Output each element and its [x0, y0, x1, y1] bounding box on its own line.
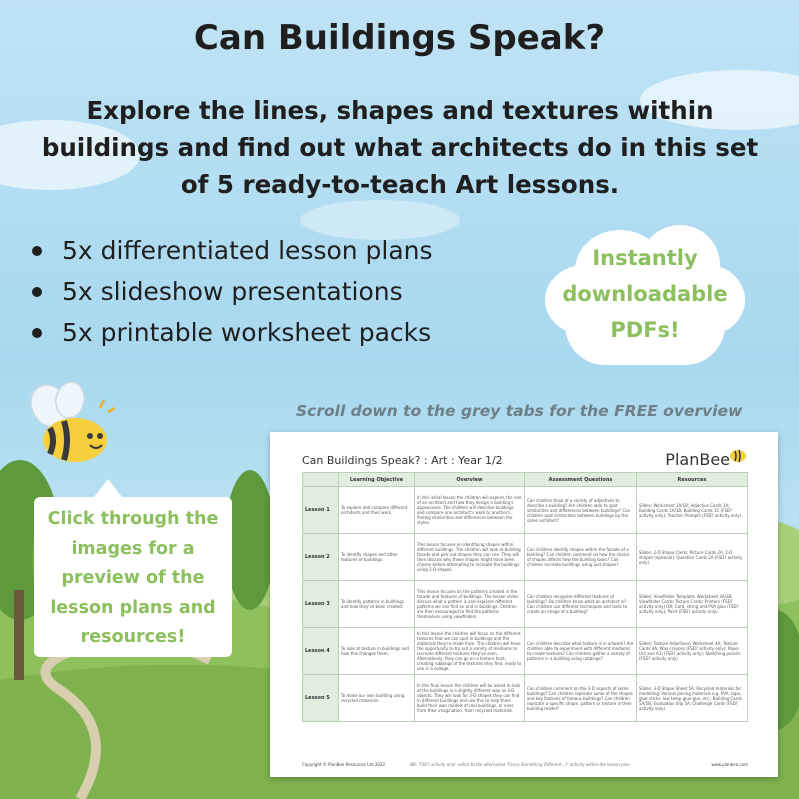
resources-cell: Slides; Worksheet 1A/1B; Adjective Cards 1A; Building Cards 1A/1B; Building Cards 1C (FSD? activity only); Teacher Prompts (FSD? activity only): [637, 487, 748, 534]
callout-line: resources!: [80, 627, 186, 647]
callout-line: images for a: [71, 538, 195, 559]
objective-cell: To look at texture in buildings and how this changes them.: [339, 628, 415, 675]
bullet-icon: [32, 246, 42, 256]
lesson-cell: Lesson 3: [303, 581, 339, 628]
overview-cell: In this final lesson the children will be asked to look at the buildings in a slightly different way as 3-D objects. They will look for 3-D shapes they can find in different buildings and use this to help them build their own models of real buildings, or ones from their imagination, from recycled materials.: [415, 675, 525, 722]
table-row: [303, 581, 748, 628]
lesson-plan-table: [302, 472, 748, 722]
objective-cell: To make our own building using recycled materials.: [339, 675, 415, 722]
lesson-cell: Lesson 5: [303, 675, 339, 722]
table-row: [303, 675, 748, 722]
assessment-cell: Can children describe what texture is in artwork? Are children able to experiment with different mediums to create textures? Can children gather a variety of patterns in a building using rubbings?: [525, 628, 637, 675]
lesson-cell: Lesson 2: [303, 534, 339, 581]
feature-item: [28, 312, 433, 353]
column-header: Learning Objective: [339, 473, 415, 487]
sheet-copyright: Copyright © PlanBee Resources Ltd 2022: [302, 762, 386, 767]
bee-mascot-icon: [20, 378, 120, 468]
resources-cell: Slides; 3-D Shape Sheet 5A; Recycled materials for modelling; Various joining materials e.g. PVA, tape, glue sticks, low temp glue gun, etc.; Building Cards 5A/5B; Evaluation Slip 5A; Challenge Cards (FSD? activity only): [637, 675, 748, 722]
table-header-row: [303, 473, 748, 487]
subtitle-line: buildings and find out what architects do in this set: [41, 133, 759, 162]
callout-line: preview of the: [61, 568, 205, 588]
table-row: [303, 534, 748, 581]
lesson-cell: Lesson 1: [303, 487, 339, 534]
sheet-note: NB: 'FSD? activity only' refers to the alternative 'Fancy Something Different...?' activity within the lesson plan: [410, 762, 630, 767]
pdf-badge-line: downloadable: [562, 282, 728, 306]
pdf-badge-line: Instantly: [592, 246, 698, 270]
column-header: Resources: [637, 473, 748, 487]
table-row: [303, 487, 748, 534]
callout-line: Click through the: [47, 509, 219, 529]
callout-line: lesson plans and: [50, 597, 216, 618]
objective-cell: To explore and compare different architects and their work.: [339, 487, 415, 534]
sheet-title: Can Buildings Speak? : Art : Year 1/2: [302, 454, 503, 467]
overview-cell: This lesson focuses on identifying shapes within different buildings. The children will look at building facade and pick out shapes they can see. They will then discuss why these shapes might have been chosen before attempting to recreate the buildings using 2-D shapes.: [415, 534, 525, 581]
feature-item: [28, 230, 433, 271]
column-header: Overview: [415, 473, 525, 487]
bullet-icon: [32, 287, 42, 297]
scroll-note: Scroll down to the grey tabs for the FREE overview: [296, 402, 743, 420]
preview-callout: [34, 497, 232, 657]
feature-item: [28, 271, 433, 312]
resources-cell: Slides; Viewfinder Template; Worksheet 3A/3B; Viewfinder Cards; Picture Cards; Printers (FSD? activity only) OR; Card, string and PVA glue (FSD? activity only); Paint (FSD? activity only): [637, 581, 748, 628]
overview-sheet-preview[interactable]: [270, 432, 778, 777]
resources-cell: Slides; 2-D Shape Cards; Picture Cards 2A; 2-D shapes (optional); Question Cards 2A (FSD? activity only): [637, 534, 748, 581]
pdf-badge-line: PDFs!: [610, 318, 680, 342]
table-row: [303, 628, 748, 675]
assessment-cell: Can children identify shapes within the facade of a building? Can children comment on how the choice of shapes affects how the building looks? Can children recreate buildings using just shapes?: [525, 534, 637, 581]
logo-bee-icon: [728, 444, 748, 464]
page-title: Can Buildings Speak?: [193, 18, 606, 58]
overview-cell: In this initial lesson the children will explore the role of an architect and how they design a building's appearance. The children will describe buildings and compare one architect's work to another's, finding similarities and differences between the styles.: [415, 487, 525, 534]
column-header: [303, 473, 339, 487]
callout-text: [34, 505, 232, 653]
objective-cell: To identify patterns in buildings and how they've been created.: [339, 581, 415, 628]
assessment-cell: Can children think of a variety of adjectives to describe a building? Are children able to spot similarities and differences between buildings? Can children spot similarities between buildings by the same architect?: [525, 487, 637, 534]
objective-cell: To identify shapes and other features of buildings.: [339, 534, 415, 581]
resources-cell: Slides; Texture Adjectives; Worksheet 4A; Texture Cards 4A; Wax crayons (FSD? activity only); Paper (A3 and A3) (FSD? activity only); Sketching pencils (FSD? activity only): [637, 628, 748, 675]
feature-label: 5x differentiated lesson plans: [62, 236, 433, 265]
sheet-website: www.planbee.com: [711, 762, 748, 767]
bullet-icon: [32, 328, 42, 338]
subtitle-line: of 5 ready-to-teach Art lessons.: [180, 170, 620, 199]
pdf-badge-text: [545, 240, 745, 348]
lesson-cell: Lesson 4: [303, 628, 339, 675]
assessment-cell: Can children comment on the 3-D aspects of some buildings? Can children replicate some of the shapes and key features of famous buildings? Can children replicate a specific shape, pattern or texture in their building model?: [525, 675, 637, 722]
column-header: Assessment Questions: [525, 473, 637, 487]
assessment-cell: Can children recognise different features of buildings? Do children know what an architect is? Can children use different techniques and tools to create an image of a building?: [525, 581, 637, 628]
planbee-logo: PlanBee: [665, 450, 730, 469]
subtitle: [30, 92, 770, 203]
feature-list: [28, 230, 433, 353]
overview-cell: This lesson focuses on the patterns created in the facade and features of buildings. The lesson slides discuss what a pattern is and explores different patterns we can find on and in buildings. Children are then encouraged to find the patterns themselves using viewfinders.: [415, 581, 525, 628]
overview-cell: In this lesson the children will focus on the different textures that we can spot in buildings and the materials they're made from. The children will have the opportunity to try out a variety of mediums to recreate different textures they've seen. Alternatively, they can go on a texture hunt, creating rubbings of the textures they find, ready to use in a collage.: [415, 628, 525, 675]
feature-label: 5x slideshow presentations: [62, 277, 403, 306]
subtitle-line: Explore the lines, shapes and textures within: [86, 96, 714, 125]
feature-label: 5x printable worksheet packs: [62, 318, 432, 347]
